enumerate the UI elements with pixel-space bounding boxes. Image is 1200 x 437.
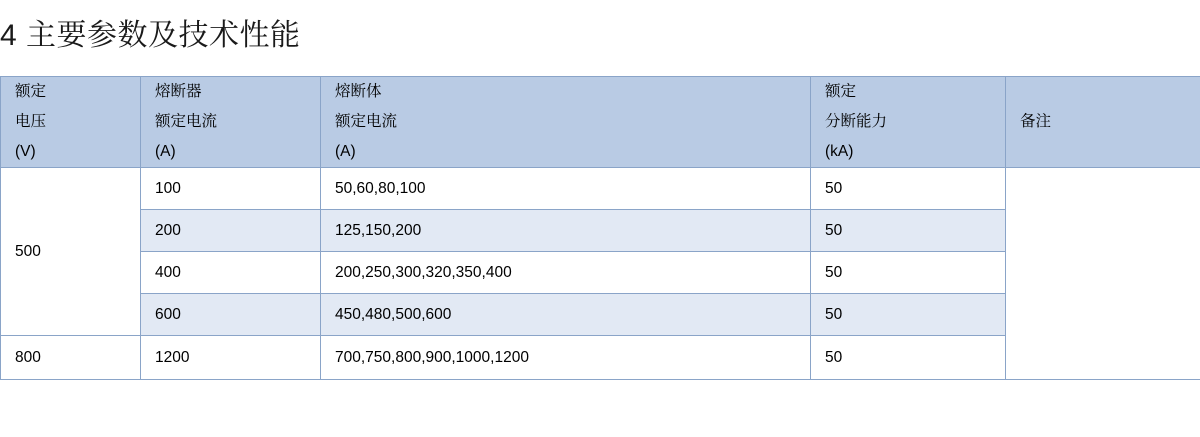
header-line: (A)	[335, 143, 356, 160]
cell-fuse-rated-current: 200	[141, 210, 321, 252]
cell-remark	[1006, 168, 1200, 380]
table-header-row	[1, 77, 1200, 168]
column-header-fuse-element-rated-current	[321, 77, 811, 168]
cell-breaking-capacity: 50	[811, 210, 1006, 252]
header-line: 额定	[15, 83, 47, 100]
table-header	[1, 77, 1200, 168]
header-line: 额定电流	[155, 113, 218, 130]
header-line: 熔断体	[335, 83, 382, 100]
header-line: (V)	[15, 143, 36, 160]
cell-rated-voltage: 500	[1, 168, 141, 336]
cell-fuse-element-currents: 450,480,500,600	[321, 294, 811, 336]
cell-fuse-element-currents: 125,150,200	[321, 210, 811, 252]
header-line: 熔断器	[155, 83, 202, 100]
cell-fuse-rated-current: 400	[141, 252, 321, 294]
cell-fuse-rated-current: 600	[141, 294, 321, 336]
cell-breaking-capacity: 50	[811, 252, 1006, 294]
header-line: 备注	[1020, 113, 1052, 130]
column-header-breaking-capacity	[811, 77, 1006, 168]
table-row	[1, 168, 1200, 210]
header-line: (A)	[155, 143, 176, 160]
column-header-rated-voltage	[1, 77, 141, 168]
header-line: 额定电流	[335, 113, 398, 130]
cell-breaking-capacity: 50	[811, 294, 1006, 336]
column-header-fuse-rated-current	[141, 77, 321, 168]
cell-fuse-rated-current: 1200	[141, 336, 321, 380]
table-body	[1, 168, 1200, 380]
header-line: (kA)	[825, 143, 854, 160]
specification-table	[0, 76, 1200, 380]
column-header-remark	[1006, 77, 1200, 168]
cell-fuse-element-currents: 200,250,300,320,350,400	[321, 252, 811, 294]
header-line: 电压	[15, 113, 47, 130]
cell-fuse-rated-current: 100	[141, 168, 321, 210]
header-line: 分断能力	[825, 113, 888, 130]
cell-breaking-capacity: 50	[811, 336, 1006, 380]
page-title: 4 主要参数及技术性能	[0, 19, 301, 52]
cell-rated-voltage: 800	[1, 336, 141, 380]
cell-fuse-element-currents: 50,60,80,100	[321, 168, 811, 210]
header-line: 额定	[825, 83, 857, 100]
cell-fuse-element-currents: 700,750,800,900,1000,1200	[321, 336, 811, 380]
cell-breaking-capacity: 50	[811, 168, 1006, 210]
